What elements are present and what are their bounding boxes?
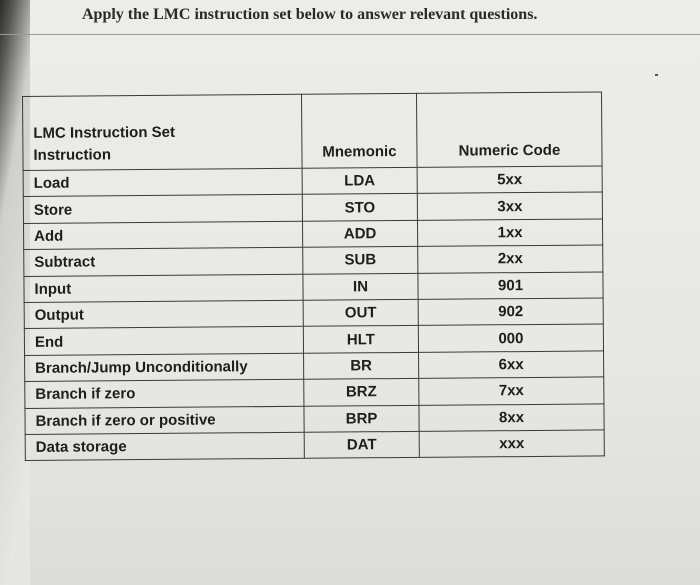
table-row: [25, 377, 604, 408]
instruction-cell: Data storage: [25, 432, 304, 461]
instruction-cell: Branch if zero: [25, 379, 304, 408]
instruction-cell: End: [24, 327, 303, 356]
mnemonic-cell: BR: [304, 352, 419, 379]
table-row: [25, 403, 604, 434]
numeric-code-cell: 5xx: [417, 166, 602, 194]
instruction-cell: Output: [24, 300, 303, 329]
mnemonic-cell: OUT: [303, 299, 418, 326]
instruction-cell: Branch if zero or positive: [25, 406, 304, 435]
mnemonic-cell: STO: [302, 194, 417, 221]
numeric-code-cell: 1xx: [417, 219, 602, 247]
numeric-code-cell: 7xx: [419, 377, 604, 405]
numeric-code-cell: 901: [418, 272, 603, 300]
mnemonic-cell: ADD: [302, 220, 417, 247]
paper-speck: [655, 74, 658, 76]
instruction-cell: Add: [23, 221, 302, 250]
table-row: [24, 324, 603, 355]
mnemonic-cell: LDA: [302, 167, 417, 194]
table-header-row: [23, 92, 603, 171]
numeric-code-cell: 6xx: [419, 351, 604, 379]
mnemonic-cell: SUB: [303, 247, 418, 274]
mnemonic-column-header: Mnemonic: [301, 93, 417, 168]
numeric-code-column-header: Numeric Code: [416, 92, 602, 167]
mnemonic-cell: IN: [303, 273, 418, 300]
table-row: [23, 166, 602, 197]
instruction-cell: Store: [23, 195, 302, 224]
numeric-code-cell: 000: [418, 324, 603, 352]
mnemonic-cell: HLT: [303, 326, 418, 353]
instruction-cell: Branch/Jump Unconditionally: [25, 353, 304, 382]
mnemonic-cell: BRZ: [304, 379, 419, 406]
instruction-cell: Load: [23, 168, 302, 197]
mnemonic-cell: BRP: [304, 405, 419, 432]
table-row: [23, 192, 602, 223]
table-row: [25, 351, 604, 382]
instruction-cell: Input: [24, 274, 303, 303]
question-heading: Apply the LMC instruction set below to answer relevant questions.: [82, 6, 538, 23]
instruction-cell: Subtract: [24, 247, 303, 276]
heading-rule: [0, 34, 700, 35]
table-row: [24, 272, 603, 303]
lmc-instruction-table: [22, 91, 605, 461]
instruction-column-header: Instruction: [33, 146, 112, 164]
table-title: LMC Instruction Set: [33, 123, 176, 142]
numeric-code-cell: xxx: [419, 430, 604, 458]
table-row: [24, 298, 603, 329]
numeric-code-cell: 902: [418, 298, 603, 326]
numeric-code-cell: 2xx: [418, 245, 603, 273]
mnemonic-cell: DAT: [304, 431, 419, 458]
table-row: [25, 430, 604, 461]
numeric-code-cell: 8xx: [419, 403, 604, 431]
instruction-header-cell: [23, 94, 303, 170]
table-row: [23, 219, 602, 250]
numeric-code-cell: 3xx: [417, 192, 602, 220]
table-row: [24, 245, 603, 276]
